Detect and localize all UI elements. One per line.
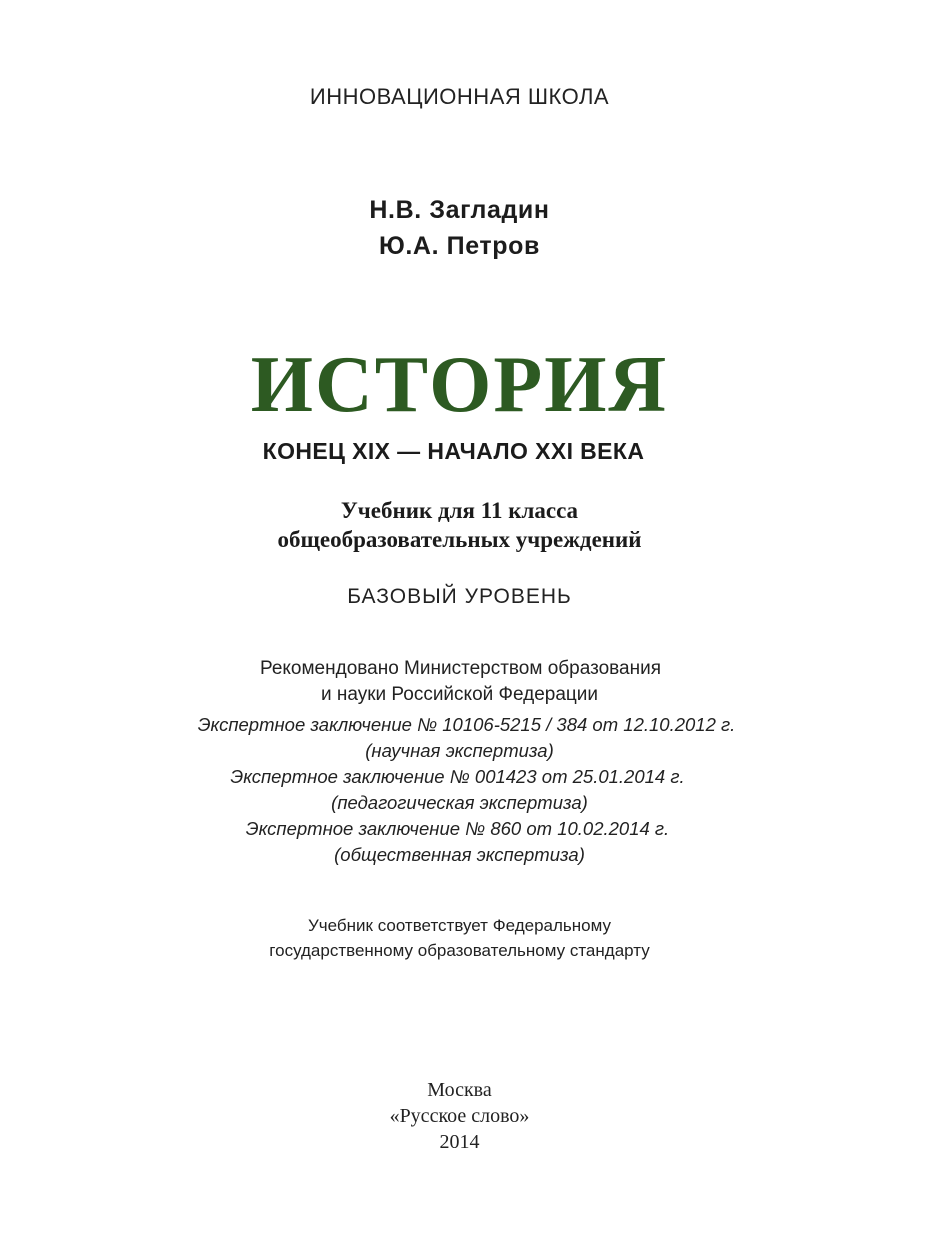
book-title: ИСТОРИЯ xyxy=(250,341,669,429)
author-zagladin: Н.В. Загладин xyxy=(369,196,550,224)
book-subtitle: КОНЕЦ XIX — НАЧАЛО XXI ВЕКА xyxy=(262,438,645,464)
description-line-1: Учебник для 11 класса xyxy=(340,498,579,523)
level-label: БАЗОВЫЙ УРОВЕНЬ xyxy=(347,585,572,608)
expertise-pedagogical-type: (педагогическая экспертиза) xyxy=(331,792,588,813)
expertise-scientific: Экспертное заключение № 10106-5215 / 384 от 12.10.2012 г. xyxy=(197,714,736,735)
expertise-scientific-type: (научная экспертиза) xyxy=(365,740,554,761)
series-name: ИННОВАЦИОННАЯ ШКОЛА xyxy=(309,84,610,109)
expertise-public: Экспертное заключение № 860 от 10.02.2014 г. xyxy=(245,818,670,839)
imprint-year: 2014 xyxy=(439,1131,480,1153)
expertise-pedagogical: Экспертное заключение № 001423 от 25.01.2014 г. xyxy=(230,766,685,787)
expertise-public-type: (общественная экспертиза) xyxy=(334,844,585,865)
standard-line-1: Учебник соответствует Федеральному xyxy=(308,916,611,935)
author-petrov: Ю.А. Петров xyxy=(379,232,540,260)
standard-line-2: государственному образовательному стандарту xyxy=(269,941,650,960)
imprint-publisher: «Русское слово» xyxy=(389,1105,530,1127)
description-line-2: общеобразовательных учреждений xyxy=(277,527,642,552)
imprint-city: Москва xyxy=(427,1079,492,1101)
recommendation-line-1: Рекомендовано Министерством образования xyxy=(260,658,661,679)
recommendation-line-2: и науки Российской Федерации xyxy=(320,684,599,705)
